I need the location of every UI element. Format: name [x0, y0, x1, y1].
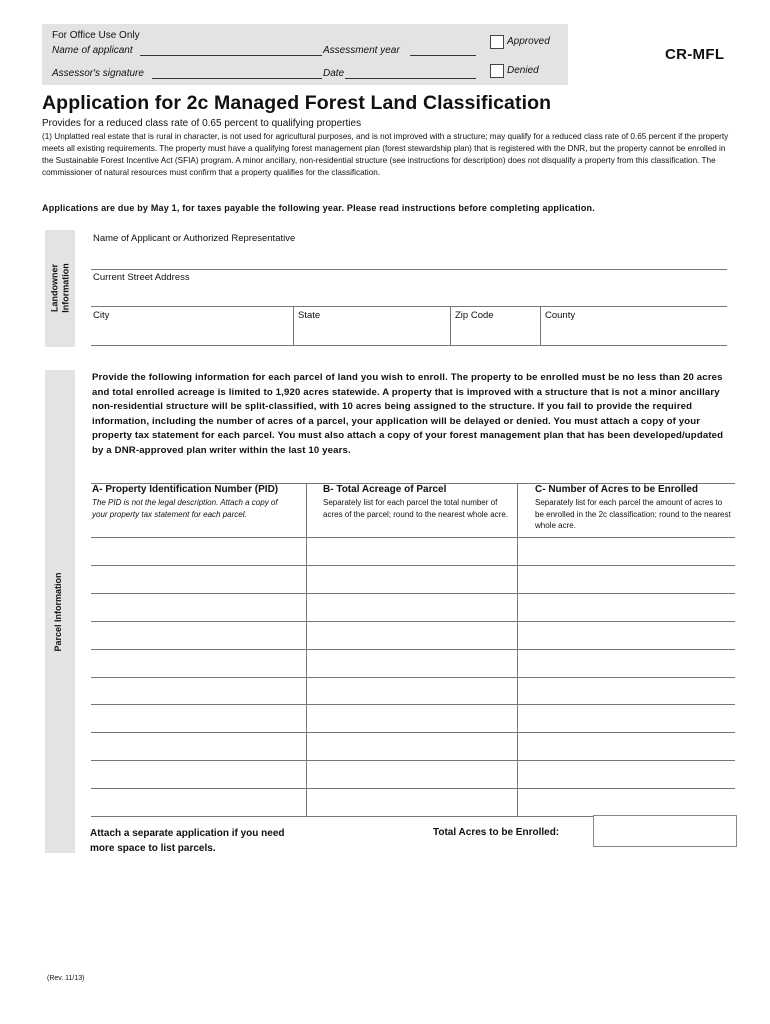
office-use-heading: For Office Use Only — [52, 30, 140, 41]
assessor-signature-label: Assessor's signature — [52, 68, 144, 79]
street-address-input[interactable] — [91, 306, 727, 307]
table-row[interactable] — [91, 649, 735, 650]
page-title: Application for 2c Managed Forest Land Classification — [42, 92, 552, 114]
divider — [293, 306, 294, 346]
column-b-description: Separately list for each parcel the total number of acres of the parcel; round to the nearest whole acre. — [323, 498, 508, 519]
column-a-title: A- Property Identification Number (PID) — [92, 484, 279, 495]
table-row[interactable] — [91, 704, 735, 705]
table-top-rule — [91, 483, 735, 484]
assessor-signature-field[interactable] — [152, 78, 322, 79]
table-row[interactable] — [91, 732, 735, 733]
applicant-name-field[interactable] — [140, 55, 322, 56]
state-label: State — [298, 310, 321, 321]
description: (1) Unplatted real estate that is rural in character, is not used for agricultural purposes, and is not improved with a structure; may qualify for a reduced class rate of 0.65 percent if the property meets all existing requirements. The property must have a qualifying forest management plan (forest stewardship plan) that is registered with the DNR, but the property cannot be enrolled in the Sustainable Forest Incentive Act (SFIA) program. A minor ancillary, non-residential structure (see instructions for description) does not disqualify a property from this classification. The commissioner of natural resources must confirm that a property qualifies for the classification. — [42, 132, 729, 177]
city-label: City — [93, 310, 110, 321]
denied-label: Denied — [507, 65, 539, 76]
table-row[interactable] — [91, 677, 735, 678]
landowner-title-line-1: Landowner — [49, 264, 60, 313]
parcel-section-tab — [45, 370, 75, 853]
divider — [540, 306, 541, 346]
landowner-section-title — [50, 230, 72, 347]
table-row[interactable] — [91, 565, 735, 566]
parcel-instructions: Provide the following information for each parcel of land you wish to enroll. The property to be enrolled must be no less than 20 acres and total enrolled acreage is limited to 1,920 acres statewide. A property that is improved with a structure that is not a minor ancillary non-residential structure will be split-classified, with 10 acres being assigned to the structure. If you fail to provide the required information, including the number of acres of a parcel, your application will be delayed or denied. You must attach a copy of your property tax statement for each parcel. You must also attach a copy of your forest management plan that has been developed/updated by a DNR-approved plan writer within the last 10 years. — [92, 372, 724, 456]
date-field[interactable] — [345, 78, 476, 79]
landowner-section-tab — [45, 230, 75, 347]
column-c-title: C- Number of Acres to be Enrolled — [535, 484, 698, 495]
attach-note: Attach a separate application if you need more space to list parcels. — [90, 828, 285, 854]
approved-label: Approved — [507, 36, 550, 47]
table-row[interactable] — [91, 593, 735, 594]
divider — [450, 306, 451, 346]
applicant-name-label: Name of applicant — [52, 45, 133, 56]
total-acres-label: Total Acres to be Enrolled: — [433, 827, 560, 838]
city-state-zip-county-input-row[interactable] — [91, 345, 727, 346]
approved-checkbox[interactable] — [490, 35, 504, 49]
total-acres-input[interactable] — [593, 815, 737, 847]
denied-checkbox[interactable] — [490, 64, 504, 78]
due-notice: Applications are due by May 1, for taxes payable the following year. Please read instructions before completing application. — [42, 203, 595, 213]
applicant-name-field-label: Name of Applicant or Authorized Representative — [93, 233, 296, 244]
table-row[interactable] — [91, 760, 735, 761]
street-address-label: Current Street Address — [93, 272, 190, 283]
form-code: CR-MFL — [665, 46, 725, 63]
assessment-year-label: Assessment year — [323, 45, 400, 56]
assessment-year-field[interactable] — [410, 55, 476, 56]
table-row[interactable] — [91, 788, 735, 789]
table-row[interactable] — [91, 537, 735, 538]
column-b-title: B- Total Acreage of Parcel — [323, 484, 447, 495]
table-row[interactable] — [91, 621, 735, 622]
revision-note: (Rev. 11/13) — [47, 975, 85, 982]
subtitle: Provides for a reduced class rate of 0.65 percent to qualifying properties — [42, 118, 362, 129]
applicant-name-input[interactable] — [91, 269, 727, 270]
zip-code-label: Zip Code — [455, 310, 494, 321]
column-c-description: Separately list for each parcel the amount of acres to be enrolled in the 2c classification; round to the nearest whole acre. — [535, 498, 731, 530]
column-a-description: The PID is not the legal description. Attach a copy of your property tax statement for each parcel. — [92, 498, 278, 519]
county-label: County — [545, 310, 576, 321]
landowner-title-line-2: Information — [60, 263, 71, 313]
parcel-section-title: Parcel Information — [53, 572, 63, 652]
date-label: Date — [323, 68, 345, 79]
office-use-box — [42, 24, 568, 85]
